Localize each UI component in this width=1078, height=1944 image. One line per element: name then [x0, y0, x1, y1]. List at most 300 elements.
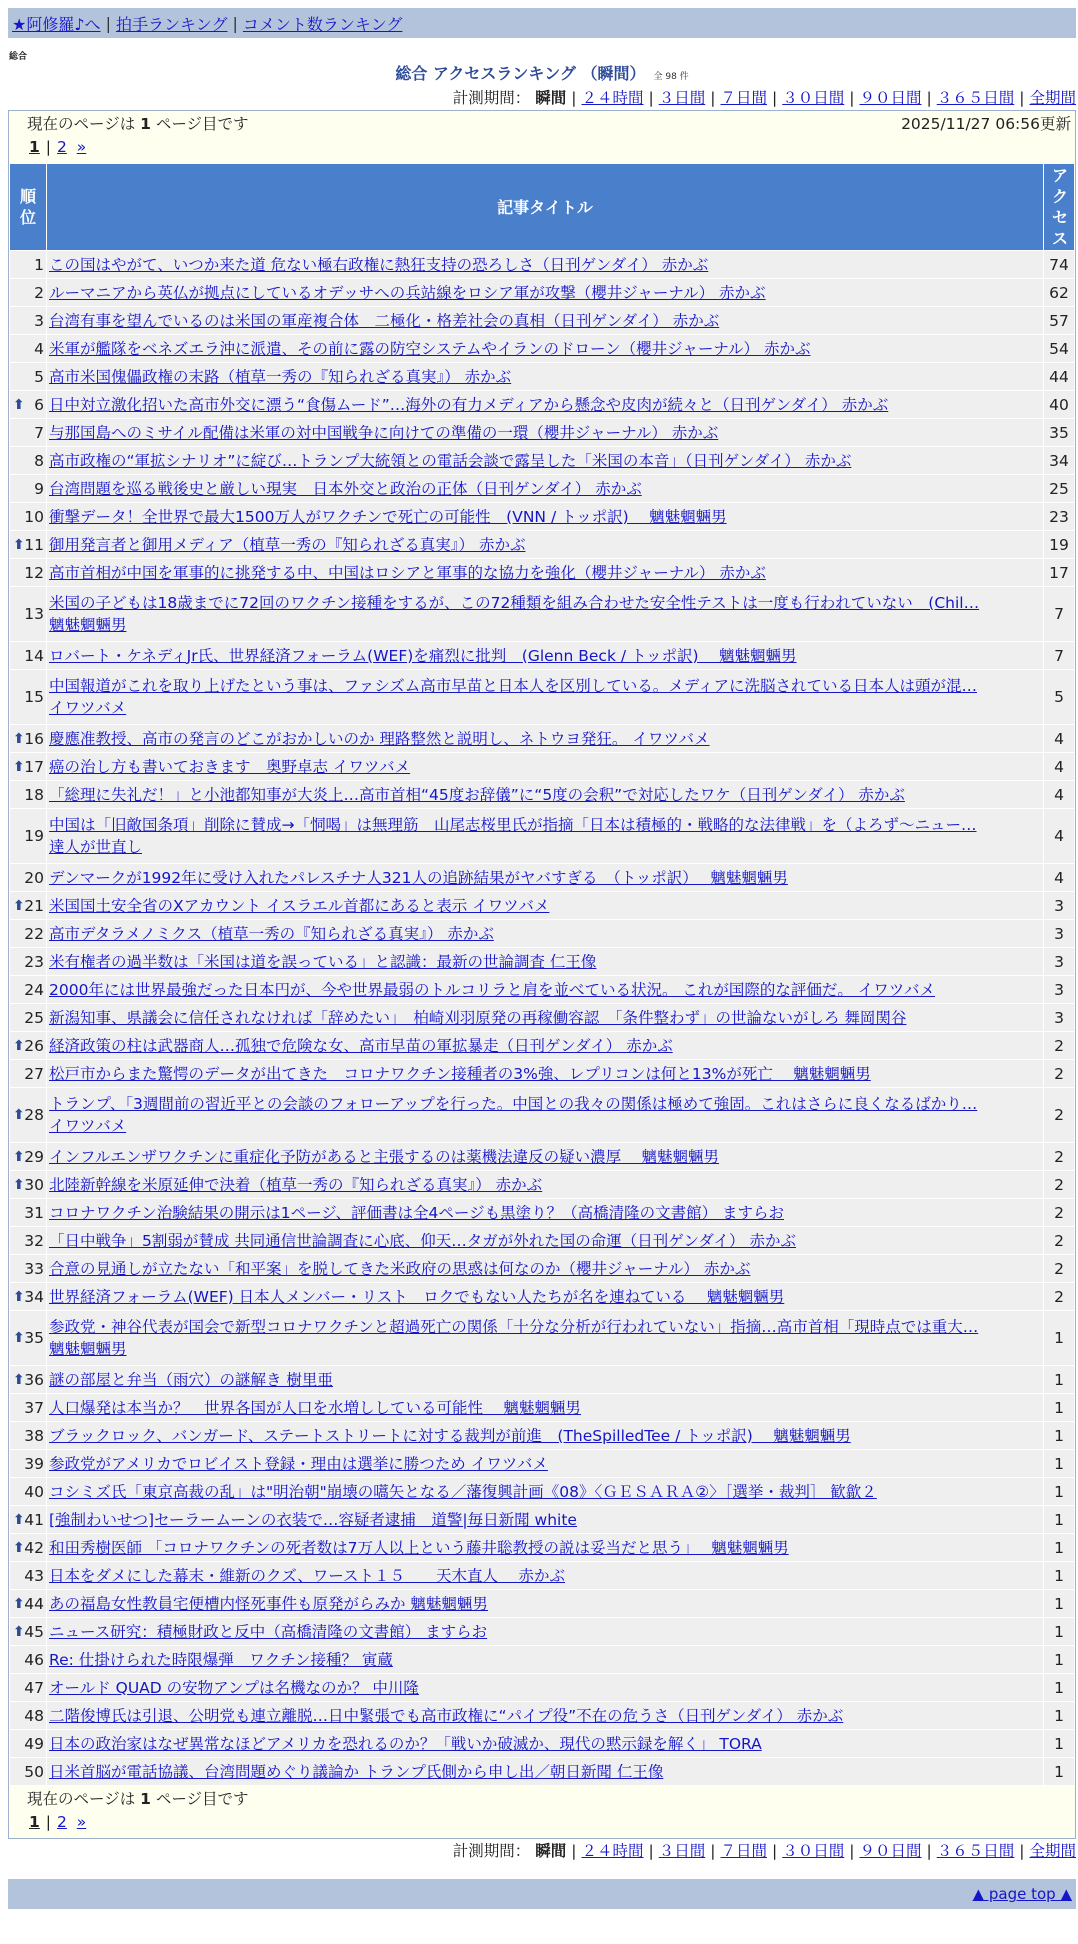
article-link[interactable]: オールド QUAD の安物アンプは名機なのか？ 中川隆 — [49, 1678, 419, 1697]
access-count: 4 — [1044, 781, 1074, 808]
period-link-0[interactable]: ２４時間 — [581, 1842, 644, 1860]
article-link[interactable]: 「日中戦争」5割弱が賛成 共同通信世論調査に心底、仰天…タガが外れた国の命運（日刊ゲンダイ） 赤かぶ — [49, 1231, 796, 1250]
rank-cell — [10, 559, 46, 586]
article-link[interactable]: 人口爆発は本当か？ 世界各国が人口を水増ししている可能性 魑魅魍魎男 — [49, 1398, 581, 1417]
rank-cell — [10, 1032, 46, 1059]
access-count: 2 — [1044, 1283, 1074, 1310]
title-cell — [47, 587, 1043, 641]
article-link[interactable]: ルーマニアから英仏が拠点にしているオデッサへの兵站線をロシア軍が攻撃（櫻井ジャーナル） 赤かぶ — [49, 283, 766, 302]
rank-cell — [10, 391, 46, 418]
article-link[interactable]: あの福島女性教員宅便槽内怪死事件も原発がらみか 魑魅魍魎男 — [49, 1594, 488, 1613]
rank-cell — [10, 948, 46, 975]
rank-cell — [10, 864, 46, 891]
up-arrow-icon: ⬆ — [13, 897, 25, 914]
rank-number: 7 — [34, 423, 44, 442]
article-link[interactable]: 世界経済フォーラム(WEF) 日本人メンバー・リスト ロクでもない人たちが名を連ねている 魑魅魍魎男 — [49, 1287, 785, 1306]
article-link[interactable]: インフルエンザワクチンに重症化予防があると主張するのは薬機法違反の疑い濃厚 魑魅魍魎男 — [49, 1147, 720, 1166]
title-cell — [47, 503, 1043, 530]
table-header-row — [10, 164, 1074, 250]
rank-number: 15 — [24, 688, 44, 706]
table-row — [10, 1730, 1074, 1757]
article-link[interactable]: 癌の治し方も書いておきます 奥野卓志 イワツバメ — [49, 757, 411, 776]
article-link[interactable]: 二階俊博氏は引退、公明党も連立離脱…日中緊張でも高市政権に“パイプ役”不在の危うさ（日刊ゲンダイ） 赤かぶ — [49, 1706, 844, 1725]
rank-cell — [10, 1366, 46, 1393]
access-count: 1 — [1044, 1478, 1074, 1505]
table-row — [10, 725, 1074, 752]
pager-top: 1 | 2 » — [29, 138, 87, 156]
article-link[interactable]: 高市政権の“軍拡シナリオ”に綻び…トランプ大統領との電話会談で露呈した「米国の本音」（日刊ゲンダイ） 赤かぶ — [49, 451, 852, 470]
title-cell — [47, 1674, 1043, 1701]
access-count: 3 — [1044, 948, 1074, 975]
rank-number: 16 — [24, 729, 44, 748]
category-label: 総合 — [9, 52, 28, 62]
access-header: アクセス — [1044, 164, 1074, 250]
table-row — [10, 1478, 1074, 1505]
access-count: 62 — [1044, 279, 1074, 306]
access-count: 2 — [1044, 1227, 1074, 1254]
up-arrow-icon: ⬆ — [13, 1511, 25, 1528]
article-link[interactable]: Re: 仕掛けられた時限爆弾 ワクチン接種？ 寅蔵 — [49, 1650, 393, 1669]
rank-number: 12 — [24, 563, 44, 582]
ranking-table — [9, 163, 1075, 1786]
access-count: 19 — [1044, 531, 1074, 558]
rank-cell — [10, 892, 46, 919]
rank-cell — [10, 1422, 46, 1449]
rank-number: 45 — [24, 1622, 44, 1641]
access-count: 1 — [1044, 1422, 1074, 1449]
nav-separator: | — [232, 13, 238, 33]
pager-next-arrow[interactable]: » — [76, 138, 87, 156]
period-link-1[interactable]: ３日間 — [658, 89, 706, 107]
title-cell — [47, 1004, 1043, 1031]
title-cell — [47, 1730, 1043, 1757]
access-count: 2 — [1044, 1143, 1074, 1170]
up-arrow-icon: ⬆ — [13, 1623, 25, 1640]
up-arrow-icon: ⬆ — [13, 1176, 25, 1193]
title-cell — [47, 1646, 1043, 1673]
title-cell — [47, 1506, 1043, 1533]
rank-cell — [10, 976, 46, 1003]
table-row — [10, 1283, 1074, 1310]
period-link-5[interactable]: ３６５日間 — [936, 1842, 1015, 1860]
article-link[interactable]: 合意の見通しが立たない「和平案」を脱してきた米政府の思惑は何なのか（櫻井ジャーナル） 赤かぶ — [49, 1259, 751, 1278]
title-cell — [47, 920, 1043, 947]
title-cell — [47, 1060, 1043, 1087]
table-row — [10, 1618, 1074, 1645]
title-cell — [47, 559, 1043, 586]
access-count: 1 — [1044, 1534, 1074, 1561]
rank-cell — [10, 1702, 46, 1729]
rank-cell — [10, 503, 46, 530]
up-arrow-icon: ⬆ — [13, 758, 25, 775]
article-link[interactable]: 北陸新幹線を米原延伸で決着（植草一秀の『知られざる真実』） 赤かぶ — [49, 1175, 543, 1194]
current-page-text: 現在のページは 1 ページ目です — [27, 115, 249, 133]
rank-cell — [10, 670, 46, 724]
table-row — [10, 1032, 1074, 1059]
rank-cell — [10, 447, 46, 474]
access-count: 1 — [1044, 1562, 1074, 1589]
title-cell — [47, 1702, 1043, 1729]
period-current: 瞬間 — [535, 1842, 567, 1860]
title-header: 記事タイトル — [47, 164, 1043, 250]
title-cell — [47, 1311, 1043, 1365]
rank-number: 30 — [24, 1175, 44, 1194]
table-row — [10, 781, 1074, 808]
table-row — [10, 642, 1074, 669]
access-count: 74 — [1044, 251, 1074, 278]
up-arrow-icon: ⬆ — [13, 396, 25, 413]
table-row — [10, 809, 1074, 863]
article-link[interactable]: 米国の子どもは18歳までに72回のワクチン接種をするが、この72種類を組み合わせた安全性テストは一度も行われていない (Chil… 魑魅魍魎男 — [49, 594, 980, 634]
pager-current: 1 — [29, 138, 40, 156]
total-count: 全 98 件 — [653, 72, 689, 82]
rank-number: 13 — [24, 605, 44, 623]
table-row — [10, 1562, 1074, 1589]
up-arrow-icon: ⬆ — [13, 536, 25, 553]
article-link[interactable]: 台湾問題を巡る戦後史と厳しい現実 日本外交と政治の正体（日刊ゲンダイ） 赤かぶ — [49, 479, 642, 498]
article-link[interactable]: 日本の政治家はなぜ異常なほどアメリカを恐れるのか？「戦いか破滅か、現代の黙示録を解く」 TORA — [49, 1734, 762, 1753]
period-link-2[interactable]: ７日間 — [720, 89, 767, 107]
rank-cell — [10, 1730, 46, 1757]
access-count: 57 — [1044, 307, 1074, 334]
title-cell — [47, 1394, 1043, 1421]
rank-cell — [10, 1478, 46, 1505]
title-cell — [47, 279, 1043, 306]
rank-cell — [10, 1450, 46, 1477]
pager-current: 1 — [29, 1813, 40, 1831]
table-row — [10, 475, 1074, 502]
article-link[interactable]: コシミズ氏「東京高裁の乱」は"明治朝"崩壊の嚆矢となる／藩復興計画《08》〈ＧＥＳＡＲＡ②〉［選挙・裁判］ 歓歙２ — [49, 1482, 877, 1501]
page-info — [9, 111, 1075, 135]
table-row — [10, 1394, 1074, 1421]
rank-cell — [10, 1758, 46, 1785]
rank-cell — [10, 1311, 46, 1365]
pager-page-2[interactable]: 2 — [57, 138, 67, 156]
ranking-rows — [10, 251, 1074, 1785]
access-count: 44 — [1044, 363, 1074, 390]
table-row — [10, 948, 1074, 975]
rank-cell — [10, 1171, 46, 1198]
period-link-6[interactable]: 全期間 — [1029, 89, 1076, 107]
rank-cell — [10, 1088, 46, 1142]
bottom-bar — [8, 1879, 1076, 1909]
table-row — [10, 1366, 1074, 1393]
table-row — [10, 447, 1074, 474]
article-link[interactable]: 米有権者の過半数は「米国は道を誤っている」と認識：最新の世論調査 仁王像 — [49, 952, 597, 971]
rank-cell — [10, 419, 46, 446]
rank-number: 35 — [24, 1329, 44, 1347]
rank-number: 24 — [24, 980, 44, 999]
article-link[interactable]: 日本をダメにした幕末・維新のクズ、ワースト１５ 天木直人 赤かぶ — [49, 1566, 565, 1585]
article-link[interactable]: [強制わいせつ]セーラームーンの衣装で…容疑者逮捕 道警|毎日新聞 white — [49, 1510, 577, 1529]
rank-cell — [10, 1143, 46, 1170]
rank-number: 18 — [24, 785, 44, 804]
updated-time: 2025/11/27 06:56更新 — [901, 115, 1071, 133]
access-count: 1 — [1044, 1674, 1074, 1701]
table-row — [10, 559, 1074, 586]
title-cell — [47, 1534, 1043, 1561]
article-link[interactable]: 日米首脳が電話協議、台湾問題めぐり議論か トランプ氏側から申し出／朝日新聞 仁王像 — [49, 1762, 664, 1781]
access-count: 4 — [1044, 864, 1074, 891]
rank-number: 44 — [24, 1594, 44, 1613]
table-row — [10, 1004, 1074, 1031]
access-count: 1 — [1044, 1730, 1074, 1757]
access-count: 7 — [1044, 642, 1074, 669]
article-link[interactable]: トランプ、「3週間前の習近平との会談のフォローアップを行った。中国との我々の関係は極めて強固。これはさらに良くなるばかり… イワツバメ — [49, 1095, 978, 1135]
title-cell — [47, 531, 1043, 558]
table-row — [10, 1088, 1074, 1142]
access-count: 54 — [1044, 335, 1074, 362]
rank-number: 34 — [24, 1287, 44, 1306]
rank-number: 48 — [24, 1706, 44, 1725]
up-arrow-icon: ⬆ — [13, 1288, 25, 1305]
title-cell — [47, 753, 1043, 780]
table-row — [10, 503, 1074, 530]
table-row — [10, 1199, 1074, 1226]
rank-number: 49 — [24, 1734, 44, 1753]
title-cell — [47, 307, 1043, 334]
access-count: 40 — [1044, 391, 1074, 418]
table-row — [10, 1255, 1074, 1282]
comment-ranking-link[interactable]: コメント数ランキング — [242, 14, 403, 34]
article-link[interactable]: 参政党がアメリカでロビイスト登録・理由は選挙に勝つため イワツバメ — [49, 1454, 548, 1473]
rank-number: 33 — [24, 1259, 44, 1278]
up-arrow-icon: ⬆ — [13, 1037, 25, 1054]
period-link-4[interactable]: ９０日間 — [859, 1842, 922, 1860]
rank-number: 8 — [34, 451, 44, 470]
pager-bottom: 1 | 2 » — [29, 1813, 87, 1831]
rank-cell — [10, 475, 46, 502]
access-count: 2 — [1044, 1255, 1074, 1282]
article-link[interactable]: 衝撃データ！全世界で最大1500万人がワクチンで死亡の可能性 (VNN / トッポ訳) 魑魅魍魎男 — [49, 507, 727, 526]
rank-cell — [10, 781, 46, 808]
period-link-3[interactable]: ３０日間 — [782, 89, 845, 107]
title-cell — [47, 1422, 1043, 1449]
rank-cell — [10, 753, 46, 780]
rank-number: 2 — [34, 283, 44, 302]
article-link[interactable]: 中国は「旧敵国条項」削除に賛成→「恫喝」は無理筋 山尾志桜里氏が指摘「日本は積極的・戦略的な法律戦」を（よろず〜ニュー… 達人が世直し — [49, 816, 977, 856]
rank-number: 20 — [24, 868, 44, 887]
rank-number: 39 — [24, 1454, 44, 1473]
access-count: 4 — [1044, 753, 1074, 780]
access-count: 1 — [1044, 1311, 1074, 1365]
access-count: 35 — [1044, 419, 1074, 446]
article-link[interactable]: 高市米国傀儡政権の末路（植草一秀の『知られざる真実』） 赤かぶ — [49, 367, 512, 386]
page-top-link[interactable]: ▲ page top ▲ — [972, 1885, 1072, 1903]
title-cell — [47, 363, 1043, 390]
rank-number: 11 — [24, 535, 44, 554]
period-link-0[interactable]: ２４時間 — [581, 89, 644, 107]
pager-next-arrow[interactable]: » — [76, 1813, 87, 1831]
article-link[interactable]: 慶應准教授、高市の発言のどこがおかしいのか 理路整然と説明し、ネトウヨ発狂。 イワツバメ — [49, 729, 710, 748]
rank-number: 32 — [24, 1231, 44, 1250]
article-link[interactable]: 米軍が艦隊をベネズエラ沖に派遣、その前に露の防空システムやイランのドローン（櫻井ジャーナル） 赤かぶ — [49, 339, 811, 358]
clap-ranking-link[interactable]: 拍手ランキング — [115, 14, 228, 34]
home-link[interactable]: ★阿修羅♪へ — [12, 14, 101, 34]
access-count: 1 — [1044, 1506, 1074, 1533]
period-selector-bottom: 計測期間： 瞬間 | ２４時間 | ３日間 | ７日間 | ３０日間 | ９０日間 | ３６５日間 | 全期間 — [452, 1842, 1076, 1860]
title-cell — [47, 1032, 1043, 1059]
title-cell — [47, 1366, 1043, 1393]
access-count: 1 — [1044, 1646, 1074, 1673]
table-row — [10, 307, 1074, 334]
access-count: 2 — [1044, 1199, 1074, 1226]
rank-number: 38 — [24, 1426, 44, 1445]
rank-number: 31 — [24, 1203, 44, 1222]
rank-number: 29 — [24, 1147, 44, 1166]
table-row — [10, 279, 1074, 306]
table-row — [10, 920, 1074, 947]
title-cell — [47, 1618, 1043, 1645]
access-count: 2 — [1044, 1088, 1074, 1142]
title-cell — [47, 948, 1043, 975]
period-link-6[interactable]: 全期間 — [1029, 1842, 1076, 1860]
title-cell — [47, 1227, 1043, 1254]
period-link-3[interactable]: ３０日間 — [782, 1842, 845, 1860]
article-link[interactable]: ブラックロック、バンガード、ステートストリートに対する裁判が前進 (TheSpilledTee / トッポ訳) 魑魅魍魎男 — [49, 1426, 851, 1445]
article-link[interactable]: コロナワクチン治験結果の開示は1ページ、評価書は全4ページも黒塗り？（高橋清隆の文書館） ますらお — [49, 1203, 785, 1222]
title-cell — [47, 864, 1043, 891]
article-link[interactable]: 2000年には世界最強だった日本円が、今や世界最弱のトルコリラと肩を並べている状況。 これが国際的な評価だ。 イワツバメ — [49, 980, 935, 999]
title-cell — [47, 1255, 1043, 1282]
article-link[interactable]: 経済政策の柱は武器商人…孤独で危険な女、高市早苗の軍拡暴走（日刊ゲンダイ） 赤かぶ — [49, 1036, 673, 1055]
article-link[interactable]: 米国国土安全省のXアカウント イスラエル首都にあると表示 イワツバメ — [49, 896, 550, 915]
table-row — [10, 1590, 1074, 1617]
period-link-2[interactable]: ７日間 — [720, 1842, 767, 1860]
rank-number: 47 — [24, 1678, 44, 1697]
table-row — [10, 1143, 1074, 1170]
rank-number: 42 — [24, 1538, 44, 1557]
period-link-4[interactable]: ９０日間 — [859, 89, 922, 107]
table-row — [10, 1311, 1074, 1365]
rank-number: 21 — [24, 896, 44, 915]
article-link[interactable]: 高市デタラメノミクス（植草一秀の『知られざる真実』） 赤かぶ — [49, 924, 494, 943]
article-link[interactable]: 「総理に失礼だ！」と小池都知事が大炎上…高市首相“45度お辞儀”に“5度の会釈”で対応したワケ（日刊ゲンダイ） 赤かぶ — [49, 785, 905, 804]
access-count: 1 — [1044, 1702, 1074, 1729]
access-count: 1 — [1044, 1758, 1074, 1785]
access-count: 3 — [1044, 1004, 1074, 1031]
rank-number: 43 — [24, 1566, 44, 1585]
title-cell — [47, 447, 1043, 474]
article-link[interactable]: 謎の部屋と弁当（雨穴）の謎解き 樹里亜 — [49, 1370, 333, 1389]
title-cell — [47, 475, 1043, 502]
table-row — [10, 753, 1074, 780]
title-cell — [47, 1758, 1043, 1785]
access-count: 17 — [1044, 559, 1074, 586]
title-cell — [47, 725, 1043, 752]
article-link[interactable]: 中国報道がこれを取り上げたという事は、ファシズム高市早苗と日本人を区別している。メディアに洗脳されている日本人は頭が混… イワツバメ — [49, 677, 977, 717]
article-link[interactable]: 高市首相が中国を軍事的に挑発する中、中国はロシアと軍事的な協力を強化（櫻井ジャーナル） 赤かぶ — [49, 563, 766, 582]
period-link-1[interactable]: ３日間 — [658, 1842, 706, 1860]
rank-number: 14 — [24, 646, 44, 665]
title-cell — [47, 1199, 1043, 1226]
period-label: 計測期間： — [452, 89, 536, 107]
table-row — [10, 1171, 1074, 1198]
access-count: 1 — [1044, 1394, 1074, 1421]
title-cell — [47, 1143, 1043, 1170]
title-cell — [47, 1562, 1043, 1589]
rank-number: 26 — [24, 1036, 44, 1055]
table-row — [10, 363, 1074, 390]
article-link[interactable]: 台湾有事を望んでいるのは米国の軍産複合体 二極化・格差社会の真相（日刊ゲンダイ） 赤かぶ — [49, 311, 720, 330]
page-info-bottom — [9, 1786, 1075, 1810]
table-row — [10, 670, 1074, 724]
page-title — [8, 62, 1076, 86]
period-selector-top: 計測期間： 瞬間 | ２４時間 | ３日間 | ７日間 | ３０日間 | ９０日間 | ３６５日間 | 全期間 — [452, 89, 1076, 107]
rank-cell — [10, 1199, 46, 1226]
article-link[interactable]: 日中対立激化招いた高市外交に漂う“食傷ムード”…海外の有力メディアから懸念や皮肉が続々と（日刊ゲンダイ） 赤かぶ — [49, 395, 889, 414]
rank-cell — [10, 920, 46, 947]
article-link[interactable]: 松戸市からまた驚愕のデータが出てきた コロナワクチン接種者の3%強、レプリコンは何と13%が死亡 魑魅魍魎男 — [49, 1064, 871, 1083]
rank-number: 50 — [24, 1762, 44, 1781]
rank-number: 27 — [24, 1064, 44, 1083]
article-link[interactable]: 参政党・神谷代表が国会で新型コロナワクチンと超過死亡の関係「十分な分析が行われていない」指摘…高市首相「現時点では重大… 魑魅魍魎男 — [49, 1318, 979, 1358]
title-cell — [47, 809, 1043, 863]
rank-cell — [10, 251, 46, 278]
access-count: 2 — [1044, 1032, 1074, 1059]
article-link[interactable]: デンマークが1992年に受け入れたパレスチナ人321人の追跡結果がヤバすぎる （トッポ訳） 魑魅魍魎男 — [49, 868, 788, 887]
rank-cell — [10, 1255, 46, 1282]
rank-cell — [10, 335, 46, 362]
title-cell — [47, 892, 1043, 919]
rank-cell — [10, 531, 46, 558]
table-row — [10, 1646, 1074, 1673]
rank-number: 17 — [24, 757, 44, 776]
table-row — [10, 1422, 1074, 1449]
pager-page-2[interactable]: 2 — [57, 1813, 67, 1831]
article-link[interactable]: ニュース研究：積極財政と反中（高橋清隆の文書館） ますらお — [49, 1622, 488, 1641]
table-row — [10, 587, 1074, 641]
rank-cell — [10, 1590, 46, 1617]
rank-cell — [10, 1060, 46, 1087]
table-row — [10, 1060, 1074, 1087]
access-count: 25 — [1044, 475, 1074, 502]
access-count: 1 — [1044, 1618, 1074, 1645]
article-link[interactable]: 新潟知事、県議会に信任されなければ「辞めたい」 柏崎刈羽原発の再稼働容認 「条件整わず」の世論ないがしろ 舞岡関谷 — [49, 1008, 907, 1027]
rank-cell — [10, 587, 46, 641]
rank-cell — [10, 642, 46, 669]
table-row — [10, 531, 1074, 558]
rank-cell — [10, 1618, 46, 1645]
rank-cell — [10, 1534, 46, 1561]
period-link-5[interactable]: ３６５日間 — [936, 89, 1015, 107]
rank-cell — [10, 1646, 46, 1673]
rank-header: 順位 — [10, 164, 46, 250]
article-link[interactable]: 与那国島へのミサイル配備は米軍の対中国戦争に向けての準備の一環（櫻井ジャーナル） 赤かぶ — [49, 423, 719, 442]
access-count: 2 — [1044, 1171, 1074, 1198]
rank-number: 40 — [24, 1482, 44, 1501]
ranking-title: 総合 アクセスランキング （瞬間） — [395, 64, 646, 83]
table-row — [10, 335, 1074, 362]
article-link[interactable]: 和田秀樹医師 「コロナワクチンの死者数は7万人以上という藤井聡教授の説は妥当だと思う」 魑魅魍魎男 — [49, 1538, 789, 1557]
access-count: 1 — [1044, 1366, 1074, 1393]
rank-cell — [10, 1283, 46, 1310]
table-row — [10, 1758, 1074, 1785]
up-arrow-icon: ⬆ — [13, 1148, 25, 1165]
rank-cell — [10, 1227, 46, 1254]
title-cell — [47, 1590, 1043, 1617]
rank-cell — [10, 1674, 46, 1701]
article-link[interactable]: この国はやがて、いつか来た道 危ない極右政権に熱狂支持の恐ろしさ（日刊ゲンダイ） 赤かぶ — [49, 255, 709, 274]
rank-number: 19 — [24, 827, 44, 845]
article-link[interactable]: ロバート・ケネディJr氏、世界経済フォーラム(WEF)を痛烈に批判 (Glenn Beck / トッポ訳) 魑魅魍魎男 — [49, 646, 797, 665]
up-arrow-icon: ⬆ — [13, 1539, 25, 1556]
article-link[interactable]: 御用発言者と御用メディア（植草一秀の『知られざる真実』） 赤かぶ — [49, 535, 526, 554]
title-cell — [47, 642, 1043, 669]
table-row — [10, 976, 1074, 1003]
table-row — [10, 892, 1074, 919]
title-cell — [47, 251, 1043, 278]
